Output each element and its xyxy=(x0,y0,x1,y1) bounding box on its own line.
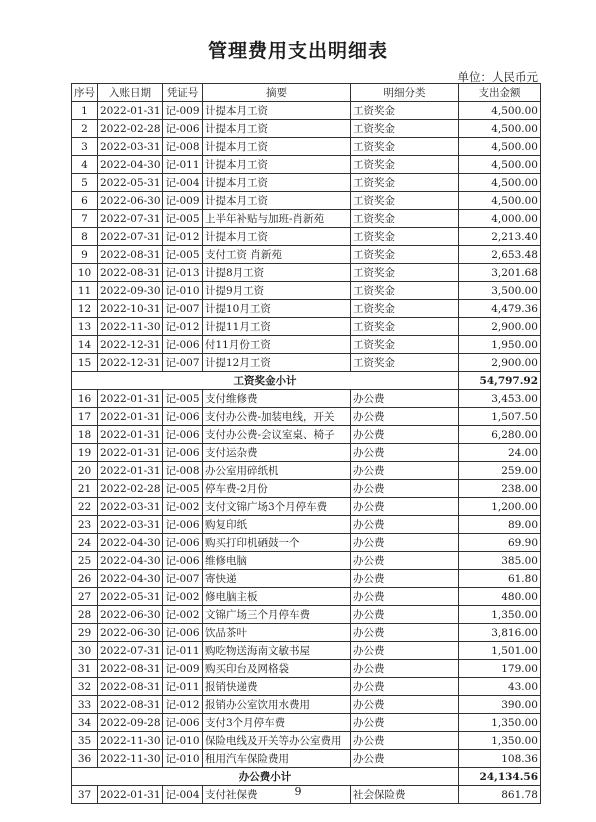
cell-date: 2022-05-31 xyxy=(98,588,163,606)
table-row xyxy=(72,426,541,444)
cell-summary: 保险电线及开关等办公室费用 xyxy=(203,732,351,750)
cell-category: 办公费 xyxy=(351,750,459,768)
cell-seq: 10 xyxy=(72,264,98,282)
cell-date: 2022-03-31 xyxy=(98,516,163,534)
cell-voucher: 记-005 xyxy=(163,480,203,498)
cell-category: 工资奖金 xyxy=(351,318,459,336)
cell-category: 工资奖金 xyxy=(351,264,459,282)
cell-category: 办公费 xyxy=(351,516,459,534)
cell-voucher: 记-007 xyxy=(163,354,203,372)
cell-voucher: 记-009 xyxy=(163,660,203,678)
table-row xyxy=(72,336,541,354)
cell-summary: 寄快递 xyxy=(203,570,351,588)
cell-date: 2022-07-31 xyxy=(98,642,163,660)
cell-category: 办公费 xyxy=(351,552,459,570)
cell-category: 办公费 xyxy=(351,444,459,462)
subtotal-amount: 24,134.56 xyxy=(459,768,541,786)
table-row xyxy=(72,570,541,588)
cell-category: 办公费 xyxy=(351,714,459,732)
cell-summary: 购复印纸 xyxy=(203,516,351,534)
cell-date: 2022-01-31 xyxy=(98,408,163,426)
cell-seq: 37 xyxy=(72,786,98,804)
cell-seq: 24 xyxy=(72,534,98,552)
cell-category: 办公费 xyxy=(351,588,459,606)
cell-voucher: 记-005 xyxy=(163,390,203,408)
cell-date: 2022-08-31 xyxy=(98,246,163,264)
cell-summary: 计提9月工资 xyxy=(203,282,351,300)
cell-category: 办公费 xyxy=(351,660,459,678)
cell-date: 2022-08-31 xyxy=(98,264,163,282)
cell-date: 2022-02-28 xyxy=(98,480,163,498)
cell-voucher: 记-005 xyxy=(163,246,203,264)
table-header-row xyxy=(72,84,541,102)
subtotal-row xyxy=(72,372,541,390)
table-row xyxy=(72,462,541,480)
table-row xyxy=(72,210,541,228)
cell-category: 办公费 xyxy=(351,570,459,588)
cell-summary: 支付3个月停车费 xyxy=(203,714,351,732)
cell-amount: 4,000.00 xyxy=(459,210,541,228)
cell-seq: 28 xyxy=(72,606,98,624)
cell-category: 办公费 xyxy=(351,624,459,642)
cell-category: 工资奖金 xyxy=(351,120,459,138)
cell-amount: 3,201.68 xyxy=(459,264,541,282)
cell-amount: 1,507.50 xyxy=(459,408,541,426)
cell-category: 办公费 xyxy=(351,408,459,426)
cell-seq: 4 xyxy=(72,156,98,174)
cell-summary: 报销快递费 xyxy=(203,678,351,696)
cell-category: 工资奖金 xyxy=(351,192,459,210)
table-row xyxy=(72,156,541,174)
cell-amount: 861.78 xyxy=(459,786,541,804)
cell-seq: 26 xyxy=(72,570,98,588)
cell-category: 办公费 xyxy=(351,534,459,552)
cell-amount: 4,500.00 xyxy=(459,102,541,120)
cell-date: 2022-08-31 xyxy=(98,660,163,678)
subtotal-amount: 54,797.92 xyxy=(459,372,541,390)
table-row xyxy=(72,642,541,660)
cell-amount: 69.90 xyxy=(459,534,541,552)
cell-summary: 支付办公费-加装电线，开关 xyxy=(203,408,351,426)
cell-voucher: 记-004 xyxy=(163,786,203,804)
cell-amount: 4,500.00 xyxy=(459,138,541,156)
cell-category: 办公费 xyxy=(351,480,459,498)
table-row xyxy=(72,552,541,570)
cell-amount: 480.00 xyxy=(459,588,541,606)
cell-category: 工资奖金 xyxy=(351,138,459,156)
cell-seq: 8 xyxy=(72,228,98,246)
cell-voucher: 记-008 xyxy=(163,462,203,480)
cell-summary: 维修电脑 xyxy=(203,552,351,570)
cell-voucher: 记-011 xyxy=(163,156,203,174)
cell-amount: 4,479.36 xyxy=(459,300,541,318)
cell-date: 2022-02-28 xyxy=(98,120,163,138)
cell-summary: 计提10月工资 xyxy=(203,300,351,318)
table-row xyxy=(72,588,541,606)
cell-summary: 付11月份工资 xyxy=(203,336,351,354)
table-row xyxy=(72,318,541,336)
cell-seq: 16 xyxy=(72,390,98,408)
cell-seq: 25 xyxy=(72,552,98,570)
cell-voucher: 记-006 xyxy=(163,714,203,732)
cell-category: 工资奖金 xyxy=(351,210,459,228)
cell-voucher: 记-005 xyxy=(163,210,203,228)
cell-seq: 22 xyxy=(72,498,98,516)
table-row xyxy=(72,624,541,642)
cell-amount: 259.00 xyxy=(459,462,541,480)
cell-date: 2022-09-30 xyxy=(98,282,163,300)
cell-voucher: 记-002 xyxy=(163,606,203,624)
cell-category: 办公费 xyxy=(351,426,459,444)
cell-date: 2022-04-30 xyxy=(98,156,163,174)
cell-voucher: 记-009 xyxy=(163,192,203,210)
cell-seq: 6 xyxy=(72,192,98,210)
cell-category: 办公费 xyxy=(351,498,459,516)
cell-amount: 108.36 xyxy=(459,750,541,768)
cell-seq: 34 xyxy=(72,714,98,732)
cell-amount: 1,950.00 xyxy=(459,336,541,354)
header-amount: 支出金额 xyxy=(459,84,541,102)
cell-amount: 2,900.00 xyxy=(459,354,541,372)
cell-category: 工资奖金 xyxy=(351,228,459,246)
cell-summary: 支付维修费 xyxy=(203,390,351,408)
cell-amount: 238.00 xyxy=(459,480,541,498)
cell-voucher: 记-009 xyxy=(163,102,203,120)
cell-date: 2022-01-31 xyxy=(98,102,163,120)
cell-category: 办公费 xyxy=(351,390,459,408)
table-row xyxy=(72,138,541,156)
cell-seq: 17 xyxy=(72,408,98,426)
cell-seq: 1 xyxy=(72,102,98,120)
cell-category: 办公费 xyxy=(351,696,459,714)
cell-date: 2022-04-30 xyxy=(98,534,163,552)
cell-voucher: 记-007 xyxy=(163,300,203,318)
cell-date: 2022-09-28 xyxy=(98,714,163,732)
cell-date: 2022-06-30 xyxy=(98,606,163,624)
cell-category: 办公费 xyxy=(351,732,459,750)
table-row xyxy=(72,678,541,696)
cell-voucher: 记-002 xyxy=(163,588,203,606)
cell-category: 办公费 xyxy=(351,642,459,660)
cell-category: 办公费 xyxy=(351,678,459,696)
cell-seq: 3 xyxy=(72,138,98,156)
cell-seq: 19 xyxy=(72,444,98,462)
table-row xyxy=(72,354,541,372)
cell-voucher: 记-006 xyxy=(163,444,203,462)
cell-amount: 3,453.00 xyxy=(459,390,541,408)
cell-amount: 1,200.00 xyxy=(459,498,541,516)
cell-seq: 21 xyxy=(72,480,98,498)
cell-category: 社会保险费 xyxy=(351,786,459,804)
table-row xyxy=(72,102,541,120)
cell-summary: 支付文锦广场3个月停车费 xyxy=(203,498,351,516)
cell-summary: 支付办公费-会议室桌、椅子 xyxy=(203,426,351,444)
cell-date: 2022-01-31 xyxy=(98,390,163,408)
cell-category: 办公费 xyxy=(351,606,459,624)
cell-summary: 上半年补贴与加班-肖新苑 xyxy=(203,210,351,228)
cell-category: 办公费 xyxy=(351,462,459,480)
cell-date: 2022-10-31 xyxy=(98,300,163,318)
cell-seq: 33 xyxy=(72,696,98,714)
cell-seq: 23 xyxy=(72,516,98,534)
table-row xyxy=(72,750,541,768)
cell-voucher: 记-006 xyxy=(163,426,203,444)
currency-unit: 单位：人民币元 xyxy=(457,70,538,84)
cell-voucher: 记-010 xyxy=(163,750,203,768)
cell-summary: 报销办公室饮用水费用 xyxy=(203,696,351,714)
cell-summary: 计提本月工资 xyxy=(203,120,351,138)
cell-voucher: 记-004 xyxy=(163,174,203,192)
cell-seq: 29 xyxy=(72,624,98,642)
cell-voucher: 记-006 xyxy=(163,624,203,642)
table-row xyxy=(72,282,541,300)
cell-amount: 43.00 xyxy=(459,678,541,696)
cell-voucher: 记-006 xyxy=(163,408,203,426)
cell-summary: 计提本月工资 xyxy=(203,192,351,210)
expense-table xyxy=(71,83,541,804)
cell-summary: 支付运杂费 xyxy=(203,444,351,462)
cell-amount: 2,900.00 xyxy=(459,318,541,336)
table-row xyxy=(72,534,541,552)
cell-date: 2022-11-30 xyxy=(98,750,163,768)
cell-summary: 计提11月工资 xyxy=(203,318,351,336)
cell-amount: 1,350.00 xyxy=(459,732,541,750)
cell-summary: 计提本月工资 xyxy=(203,156,351,174)
cell-category: 工资奖金 xyxy=(351,282,459,300)
cell-summary: 文锦广场三个月停车费 xyxy=(203,606,351,624)
cell-seq: 11 xyxy=(72,282,98,300)
cell-voucher: 记-012 xyxy=(163,228,203,246)
cell-amount: 2,653.48 xyxy=(459,246,541,264)
cell-voucher: 记-006 xyxy=(163,516,203,534)
cell-seq: 36 xyxy=(72,750,98,768)
cell-date: 2022-11-30 xyxy=(98,732,163,750)
cell-summary: 支付工资 肖新苑 xyxy=(203,246,351,264)
table-row xyxy=(72,714,541,732)
cell-category: 工资奖金 xyxy=(351,156,459,174)
cell-amount: 61.80 xyxy=(459,570,541,588)
header-voucher: 凭证号 xyxy=(163,84,203,102)
header-seq: 序号 xyxy=(72,84,98,102)
cell-amount: 1,350.00 xyxy=(459,606,541,624)
subtotal-row xyxy=(72,768,541,786)
cell-voucher: 记-006 xyxy=(163,552,203,570)
cell-summary: 支付社保费 xyxy=(203,786,351,804)
cell-date: 2022-01-31 xyxy=(98,786,163,804)
page-number: 9 xyxy=(294,785,302,798)
cell-summary: 租用汽车保险费用 xyxy=(203,750,351,768)
cell-voucher: 记-006 xyxy=(163,336,203,354)
cell-seq: 15 xyxy=(72,354,98,372)
cell-date: 2022-01-31 xyxy=(98,444,163,462)
cell-summary: 办公室用碎纸机 xyxy=(203,462,351,480)
cell-amount: 24.00 xyxy=(459,444,541,462)
cell-date: 2022-08-31 xyxy=(98,678,163,696)
cell-date: 2022-05-31 xyxy=(98,174,163,192)
cell-voucher: 记-011 xyxy=(163,642,203,660)
cell-amount: 390.00 xyxy=(459,696,541,714)
cell-voucher: 记-002 xyxy=(163,498,203,516)
cell-seq: 20 xyxy=(72,462,98,480)
cell-amount: 179.00 xyxy=(459,660,541,678)
table-row xyxy=(72,192,541,210)
cell-date: 2022-12-31 xyxy=(98,354,163,372)
cell-amount: 89.00 xyxy=(459,516,541,534)
cell-voucher: 记-010 xyxy=(163,732,203,750)
cell-date: 2022-03-31 xyxy=(98,498,163,516)
table-row xyxy=(72,480,541,498)
cell-voucher: 记-008 xyxy=(163,138,203,156)
cell-seq: 13 xyxy=(72,318,98,336)
cell-date: 2022-07-31 xyxy=(98,228,163,246)
cell-amount: 3,816.00 xyxy=(459,624,541,642)
cell-seq: 9 xyxy=(72,246,98,264)
table-row xyxy=(72,300,541,318)
table-row xyxy=(72,498,541,516)
cell-amount: 385.00 xyxy=(459,552,541,570)
cell-summary: 购买打印机硒鼓一个 xyxy=(203,534,351,552)
cell-date: 2022-03-31 xyxy=(98,138,163,156)
subtotal-label: 办公费小计 xyxy=(72,768,459,786)
cell-date: 2022-01-31 xyxy=(98,426,163,444)
cell-seq: 5 xyxy=(72,174,98,192)
cell-amount: 2,213.40 xyxy=(459,228,541,246)
cell-summary: 计提本月工资 xyxy=(203,174,351,192)
table-row xyxy=(72,390,541,408)
table-row xyxy=(72,228,541,246)
cell-voucher: 记-007 xyxy=(163,570,203,588)
table-row xyxy=(72,264,541,282)
table-row xyxy=(72,732,541,750)
cell-voucher: 记-006 xyxy=(163,120,203,138)
table-row xyxy=(72,696,541,714)
cell-category: 工资奖金 xyxy=(351,300,459,318)
cell-category: 工资奖金 xyxy=(351,336,459,354)
cell-amount: 1,501.00 xyxy=(459,642,541,660)
cell-seq: 2 xyxy=(72,120,98,138)
cell-category: 工资奖金 xyxy=(351,174,459,192)
cell-amount: 4,500.00 xyxy=(459,156,541,174)
cell-voucher: 记-006 xyxy=(163,534,203,552)
cell-date: 2022-01-31 xyxy=(98,462,163,480)
cell-seq: 35 xyxy=(72,732,98,750)
document-title: 管理费用支出明细表 xyxy=(207,40,388,62)
cell-summary: 计提本月工资 xyxy=(203,102,351,120)
table-row xyxy=(72,606,541,624)
cell-summary: 计提本月工资 xyxy=(203,138,351,156)
cell-seq: 7 xyxy=(72,210,98,228)
subtotal-label: 工资奖金小计 xyxy=(72,372,459,390)
cell-voucher: 记-012 xyxy=(163,696,203,714)
table-row xyxy=(72,408,541,426)
cell-voucher: 记-013 xyxy=(163,264,203,282)
cell-date: 2022-04-30 xyxy=(98,570,163,588)
table-row xyxy=(72,516,541,534)
cell-seq: 27 xyxy=(72,588,98,606)
cell-amount: 4,500.00 xyxy=(459,174,541,192)
cell-amount: 4,500.00 xyxy=(459,120,541,138)
cell-seq: 32 xyxy=(72,678,98,696)
cell-summary: 修电脑主板 xyxy=(203,588,351,606)
cell-date: 2022-07-31 xyxy=(98,210,163,228)
cell-summary: 购吃物送海南文敏书屋 xyxy=(203,642,351,660)
cell-category: 工资奖金 xyxy=(351,354,459,372)
cell-voucher: 记-012 xyxy=(163,318,203,336)
table-row xyxy=(72,120,541,138)
cell-summary: 计提本月工资 xyxy=(203,228,351,246)
header-category: 明细分类 xyxy=(351,84,459,102)
cell-voucher: 记-010 xyxy=(163,282,203,300)
cell-voucher: 记-011 xyxy=(163,678,203,696)
cell-category: 工资奖金 xyxy=(351,102,459,120)
cell-seq: 18 xyxy=(72,426,98,444)
table-body xyxy=(72,102,541,804)
cell-amount: 1,350.00 xyxy=(459,714,541,732)
cell-seq: 31 xyxy=(72,660,98,678)
table-row xyxy=(72,174,541,192)
cell-date: 2022-06-30 xyxy=(98,192,163,210)
cell-seq: 12 xyxy=(72,300,98,318)
header-date: 入账日期 xyxy=(98,84,163,102)
cell-date: 2022-06-30 xyxy=(98,624,163,642)
cell-seq: 14 xyxy=(72,336,98,354)
header-summary: 摘要 xyxy=(203,84,351,102)
cell-seq: 30 xyxy=(72,642,98,660)
cell-amount: 4,500.00 xyxy=(459,192,541,210)
cell-amount: 6,280.00 xyxy=(459,426,541,444)
cell-date: 2022-08-31 xyxy=(98,696,163,714)
cell-date: 2022-11-30 xyxy=(98,318,163,336)
cell-amount: 3,500.00 xyxy=(459,282,541,300)
table-row xyxy=(72,660,541,678)
table-row xyxy=(72,246,541,264)
cell-category: 工资奖金 xyxy=(351,246,459,264)
cell-summary: 停车费-2月份 xyxy=(203,480,351,498)
cell-summary: 饮品茶叶 xyxy=(203,624,351,642)
table-row xyxy=(72,444,541,462)
cell-summary: 计提12月工资 xyxy=(203,354,351,372)
cell-date: 2022-12-31 xyxy=(98,336,163,354)
cell-summary: 购买印台及网格袋 xyxy=(203,660,351,678)
cell-summary: 计提8月工资 xyxy=(203,264,351,282)
cell-date: 2022-04-30 xyxy=(98,552,163,570)
